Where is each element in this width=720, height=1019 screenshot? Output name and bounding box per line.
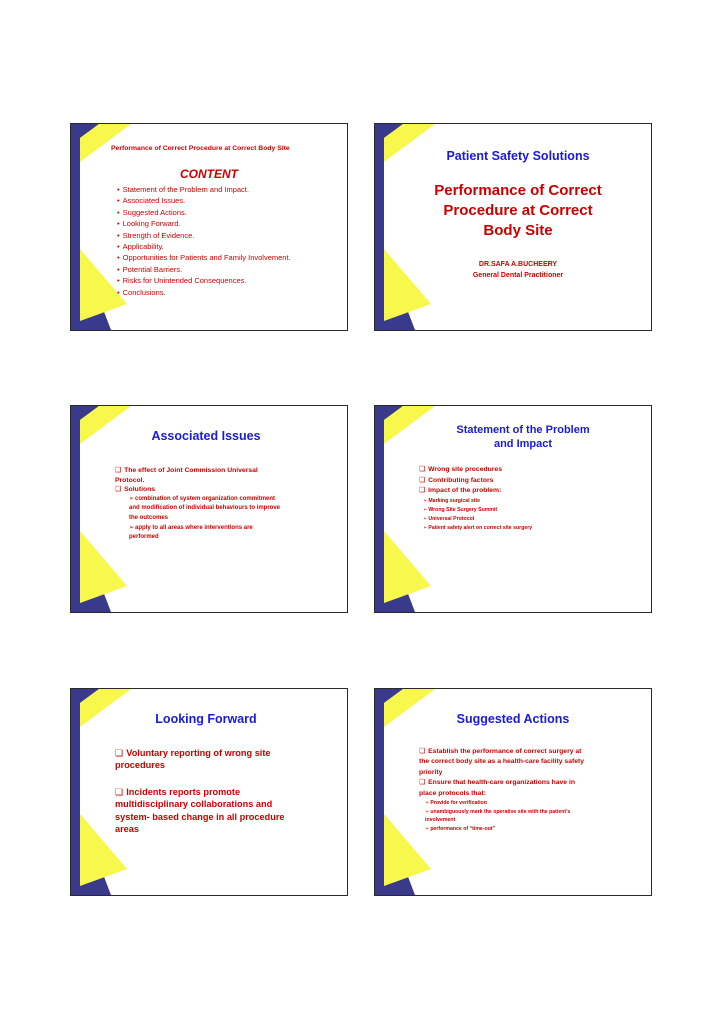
sub-item: performed: [129, 534, 159, 541]
list-item: ❏ Wrong site procedures: [419, 465, 502, 476]
list-item: • Potential Barriers.: [117, 264, 291, 275]
sub-item: ➢ Patient safety alert on correct site surgery: [423, 524, 532, 533]
list-item: procedures: [115, 760, 166, 771]
list-item: ❏ Solutions: [115, 485, 280, 495]
slide-associated-issues: [70, 405, 348, 613]
author-name: DR.SAFA A.BUCHEERY: [478, 261, 558, 268]
author-role: General Dental Practitioner: [472, 272, 564, 279]
bullet-list: [115, 747, 271, 772]
slide-statement: [374, 405, 652, 613]
sub-item: ➢ Provide for verification: [425, 799, 570, 808]
list-item: • Statement of the Problem and Impact.: [117, 184, 291, 195]
sub-item: ➢ Marking surgical site: [423, 497, 532, 506]
presentation-title-line: Procedure at Correct: [443, 202, 593, 219]
list-item: ❏ Impact of the problem:: [419, 486, 502, 497]
list-item: • Conclusions.: [117, 287, 291, 298]
list-item: ❏ Ensure that health-care organizations have in: [419, 778, 584, 788]
slide-header: Performance of Correct Procedure at Correct Body Site: [111, 145, 290, 152]
list-item: Protocol.: [115, 476, 145, 484]
list-item: system- based change in all procedure: [115, 811, 285, 822]
sub-item: the outcomes: [129, 514, 169, 521]
presentation-title-line: Body Site: [483, 222, 553, 239]
sub-list: [425, 799, 570, 833]
sub-list: [423, 497, 532, 533]
list-item: • Applicability.: [117, 241, 291, 252]
sub-item: ➢ unambiguously mark the operative site with the patient’s: [425, 808, 570, 817]
slide-title: Looking Forward: [155, 712, 257, 726]
list-item: ❏ Establish the performance of correct surgery at: [419, 747, 584, 757]
slide-content: [70, 123, 348, 331]
list-item: ❏ The effect of Joint Commission Universal: [115, 466, 280, 476]
content-list: [117, 184, 291, 298]
sub-item: ➢ Wrong Site Surgery Summit: [423, 506, 532, 515]
bullet-list: [115, 466, 280, 543]
list-item: ❏ Contributing factors: [419, 476, 502, 487]
slide-looking-forward: [70, 688, 348, 896]
sub-item: ➢ Universal Protocol: [423, 515, 532, 524]
list-item: ❏ Incidents reports promote: [115, 786, 285, 798]
list-item: • Risks for Unintended Consequences.: [117, 275, 291, 286]
sub-item: ➢ combination of system organization commitment: [129, 495, 280, 505]
slide-heading: Patient Safety Solutions: [446, 149, 590, 163]
list-item: areas: [115, 823, 140, 834]
list-item: ❏ Voluntary reporting of wrong site: [115, 747, 271, 759]
bullet-list: [115, 786, 285, 835]
list-item: • Opportunities for Patients and Family Involvement.: [117, 252, 291, 263]
list-item: • Associated Issues.: [117, 195, 291, 206]
sub-item: ➢ performance of “time-out”: [425, 825, 570, 834]
list-item: place protocols that:: [419, 789, 486, 797]
bullet-list: [419, 465, 502, 497]
slide-title-line: Statement of the Problem: [456, 424, 590, 436]
content-title: CONTENT: [180, 167, 238, 181]
list-item: multidisciplinary collaborations and: [115, 799, 273, 810]
sub-item: and modification of individual behaviours to improve: [129, 505, 281, 512]
sub-item: ➢ apply to all areas where interventions are: [129, 524, 280, 534]
slide-title-line: and Impact: [493, 438, 553, 450]
presentation-title-line: Performance of Correct: [434, 182, 602, 199]
slide-title: Suggested Actions: [456, 712, 570, 726]
list-item: • Strength of Evidence.: [117, 230, 291, 241]
list-item: the correct body site as a health-care facility safety: [419, 758, 585, 766]
list-item: • Suggested Actions.: [117, 207, 291, 218]
list-item: • Looking Forward.: [117, 218, 291, 229]
slide-suggested-actions: [374, 688, 652, 896]
slide-title: [374, 123, 652, 331]
sub-item: involvement: [425, 817, 456, 823]
bullet-list: [419, 747, 584, 799]
list-item: priority: [419, 768, 443, 776]
slide-title: Associated Issues: [151, 429, 261, 443]
